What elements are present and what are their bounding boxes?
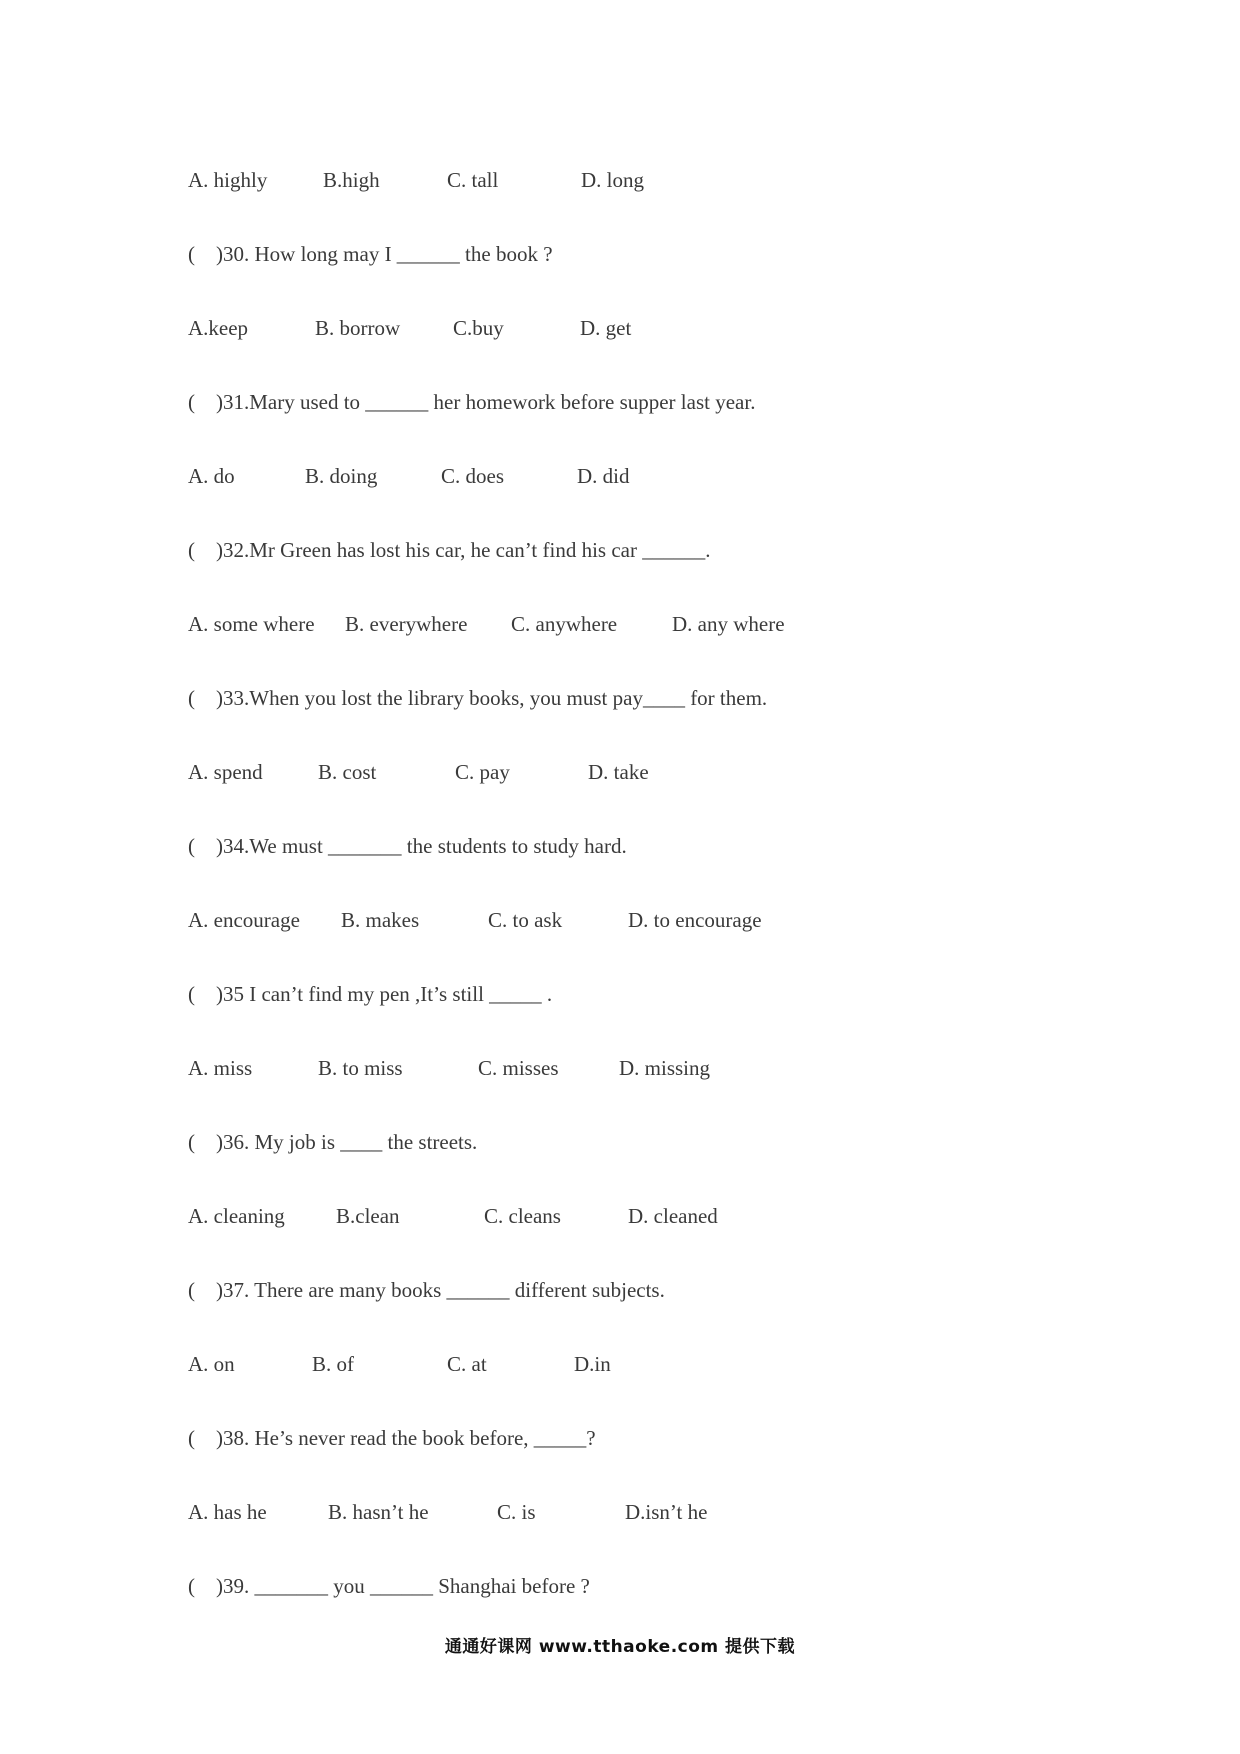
option-d: D. to encourage (628, 908, 762, 932)
option-c: C. is (497, 1500, 536, 1524)
option-c: C. tall (447, 168, 499, 192)
question-text: )39. _______ you ______ Shanghai before ? (216, 1574, 590, 1598)
option-d: D.in (574, 1352, 611, 1376)
question-text: )31.Mary used to ______ her homework before supper last year. (216, 390, 756, 414)
answer-paren: ( (188, 982, 195, 1006)
option-a: A. some where (188, 612, 315, 636)
page-footer: 通通好课网 www.tthaoke.com 提供下载 (444, 1637, 796, 1657)
option-a: A. has he (188, 1500, 267, 1524)
option-d: D. any where (672, 612, 785, 636)
option-d: D. cleaned (628, 1204, 718, 1228)
option-b: B.clean (336, 1204, 400, 1228)
question-text: )34.We must _______ the students to study hard. (216, 834, 627, 858)
answer-paren: ( (188, 834, 195, 858)
question-text: )32.Mr Green has lost his car, he can’t find his car ______. (216, 538, 711, 562)
question-text: )30. How long may I ______ the book ? (216, 242, 553, 266)
option-c: C.buy (453, 316, 504, 340)
option-a: A. miss (188, 1056, 253, 1080)
option-d: D. long (581, 168, 644, 192)
answer-paren: ( (188, 242, 195, 266)
question-text: )35 I can’t find my pen ,It’s still _____ . (216, 982, 553, 1006)
option-d: D. take (588, 760, 649, 784)
option-d: D.isn’t he (625, 1500, 708, 1524)
option-b: B. hasn’t he (328, 1500, 429, 1524)
option-a: A. highly (188, 168, 268, 192)
option-a: A. spend (188, 760, 263, 784)
question-text: )38. He’s never read the book before, _____? (216, 1426, 596, 1450)
option-c: C. cleans (484, 1204, 561, 1228)
option-a: A. cleaning (188, 1204, 285, 1228)
question-text: )33.When you lost the library books, you must pay____ for them. (216, 686, 768, 710)
option-b: B.high (323, 168, 380, 192)
answer-paren: ( (188, 538, 195, 562)
option-c: C. anywhere (511, 612, 618, 636)
option-c: C. to ask (488, 908, 563, 932)
option-c: C. does (441, 464, 504, 488)
option-a: A.keep (188, 316, 249, 340)
option-b: B. makes (341, 908, 420, 932)
answer-paren: ( (188, 1278, 195, 1302)
option-b: B. everywhere (345, 612, 468, 636)
option-c: C. pay (455, 760, 510, 784)
option-c: C. misses (478, 1056, 559, 1080)
option-b: B. doing (305, 464, 378, 488)
answer-paren: ( (188, 1426, 195, 1450)
option-b: B. of (312, 1352, 354, 1376)
answer-paren: ( (188, 390, 195, 414)
answer-paren: ( (188, 1574, 195, 1598)
question-text: )37. There are many books ______ different subjects. (216, 1278, 665, 1302)
option-a: A. on (188, 1352, 235, 1376)
answer-paren: ( (188, 686, 195, 710)
option-c: C. at (447, 1352, 487, 1376)
answer-paren: ( (188, 1130, 195, 1154)
option-b: B. cost (318, 760, 377, 784)
option-b: B. borrow (315, 316, 401, 340)
option-a: A. do (188, 464, 235, 488)
question-text: )36. My job is ____ the streets. (216, 1130, 478, 1154)
option-a: A. encourage (188, 908, 300, 932)
option-d: D. did (577, 464, 630, 488)
option-b: B. to miss (318, 1056, 403, 1080)
option-d: D. get (580, 316, 632, 340)
option-d: D. missing (619, 1056, 711, 1080)
